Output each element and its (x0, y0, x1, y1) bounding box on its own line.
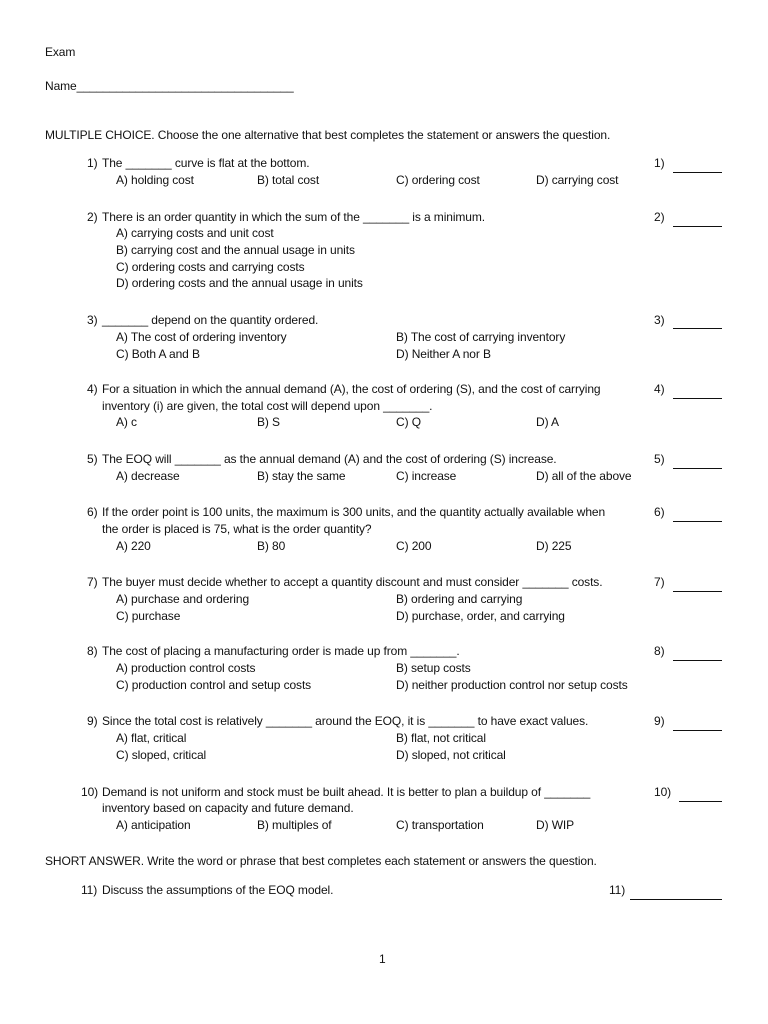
option-d: D) WIP (536, 818, 575, 832)
answer-label: 7) (654, 575, 665, 589)
answer-blank[interactable] (673, 660, 722, 661)
answer-blank[interactable] (630, 899, 722, 900)
option-d: D) ordering costs and the annual usage in units (116, 276, 363, 290)
answer-blank[interactable] (673, 730, 722, 731)
question-number: 6) (87, 505, 98, 519)
answer-blank[interactable] (673, 398, 722, 399)
question-stem: The cost of placing a manufacturing order is made up from _______. (102, 644, 460, 658)
question-number: 2) (87, 210, 98, 224)
question-stem: For a situation in which the annual demand (A), the cost of ordering (S), and the cost of carrying (102, 382, 601, 396)
answer-blank[interactable] (673, 521, 722, 522)
question-stem: The EOQ will _______ as the annual demand (A) and the cost of ordering (S) increase. (102, 452, 557, 466)
answer-blank[interactable] (673, 468, 722, 469)
question-stem: If the order point is 100 units, the maximum is 300 units, and the quantity actually available when (102, 505, 606, 519)
option-d: D) all of the above (536, 469, 632, 483)
question-number: 10) (81, 785, 99, 799)
answer-label: 10) (654, 785, 672, 799)
option-a: A) 220 (116, 539, 151, 553)
option-c: C) production control and setup costs (116, 678, 312, 692)
option-b: B) The cost of carrying inventory (396, 330, 566, 344)
option-b: B) flat, not critical (396, 731, 486, 745)
answer-blank[interactable] (673, 226, 722, 227)
question-stem: Discuss the assumptions of the EOQ model. (102, 883, 334, 897)
question-number: 4) (87, 382, 98, 396)
name-blank: _________________________________ (76, 79, 294, 93)
option-c: C) ordering costs and carrying costs (116, 260, 305, 274)
option-d: D) Neither A nor B (396, 347, 491, 361)
answer-label: 4) (654, 382, 665, 396)
option-c: C) 200 (396, 539, 432, 553)
option-c: C) sloped, critical (116, 748, 207, 762)
option-b: B) stay the same (257, 469, 346, 483)
question-number: 1) (87, 156, 98, 170)
answer-label: 11) (609, 883, 626, 897)
question-stem: Demand is not uniform and stock must be built ahead. It is better to plan a buildup of _______ (102, 785, 591, 799)
question-number: 11) (81, 883, 98, 897)
option-b: B) multiples of (257, 818, 332, 832)
answer-label: 1) (654, 156, 665, 170)
option-c: C) Q (396, 415, 421, 429)
option-d: D) 225 (536, 539, 572, 553)
page-number: 1 (379, 952, 386, 966)
question-stem: Since the total cost is relatively _______ around the EOQ, it is _______ to have exact values. (102, 714, 589, 728)
answer-blank[interactable] (673, 328, 722, 329)
option-c: C) purchase (116, 609, 181, 623)
option-c: C) ordering cost (396, 173, 480, 187)
question-number: 5) (87, 452, 98, 466)
name-line (45, 79, 294, 93)
option-a: A) purchase and ordering (116, 592, 250, 606)
question-number: 9) (87, 714, 98, 728)
question-stem: There is an order quantity in which the sum of the _______ is a minimum. (102, 210, 485, 224)
answer-label: 2) (654, 210, 665, 224)
mc-instructions: MULTIPLE CHOICE. Choose the one alternative that best completes the statement or answers the question. (45, 128, 611, 142)
question-stem: _______ depend on the quantity ordered. (102, 313, 319, 327)
option-d: D) carrying cost (536, 173, 619, 187)
option-b: B) 80 (257, 539, 286, 553)
option-a: A) carrying costs and unit cost (116, 226, 274, 240)
answer-label: 5) (654, 452, 665, 466)
option-a: A) anticipation (116, 818, 191, 832)
name-label: Name (45, 79, 77, 93)
option-a: A) production control costs (116, 661, 256, 675)
option-b: B) setup costs (396, 661, 471, 675)
exam-title: Exam (45, 45, 76, 59)
option-c: C) Both A and B (116, 347, 200, 361)
option-a: A) The cost of ordering inventory (116, 330, 287, 344)
question-number: 7) (87, 575, 98, 589)
answer-label: 6) (654, 505, 665, 519)
question-stem-cont: inventory (i) are given, the total cost will depend upon _______. (102, 399, 433, 413)
option-a: A) flat, critical (116, 731, 187, 745)
option-b: B) ordering and carrying (396, 592, 523, 606)
question-stem-cont: the order is placed is 75, what is the order quantity? (102, 522, 372, 536)
option-d: D) sloped, not critical (396, 748, 506, 762)
option-d: D) A (536, 415, 559, 429)
question-stem-cont: inventory based on capacity and future demand. (102, 801, 354, 815)
option-a: A) holding cost (116, 173, 194, 187)
question-stem: The buyer must decide whether to accept a quantity discount and must consider _______ costs. (102, 575, 603, 589)
answer-blank[interactable] (673, 172, 722, 173)
question-number: 3) (87, 313, 98, 327)
option-c: C) transportation (396, 818, 484, 832)
option-b: B) total cost (257, 173, 320, 187)
answer-blank[interactable] (679, 801, 722, 802)
option-b: B) carrying cost and the annual usage in units (116, 243, 355, 257)
question-stem: The _______ curve is flat at the bottom. (102, 156, 310, 170)
answer-label: 3) (654, 313, 665, 327)
option-a: A) decrease (116, 469, 180, 483)
answer-blank[interactable] (673, 591, 722, 592)
option-d: D) purchase, order, and carrying (396, 609, 565, 623)
option-b: B) S (257, 415, 280, 429)
answer-label: 9) (654, 714, 665, 728)
answer-label: 8) (654, 644, 665, 658)
option-c: C) increase (396, 469, 457, 483)
option-d: D) neither production control nor setup costs (396, 678, 628, 692)
sa-instructions: SHORT ANSWER. Write the word or phrase that best completes each statement or answers the question. (45, 854, 597, 868)
question-number: 8) (87, 644, 98, 658)
option-a: A) c (116, 415, 137, 429)
